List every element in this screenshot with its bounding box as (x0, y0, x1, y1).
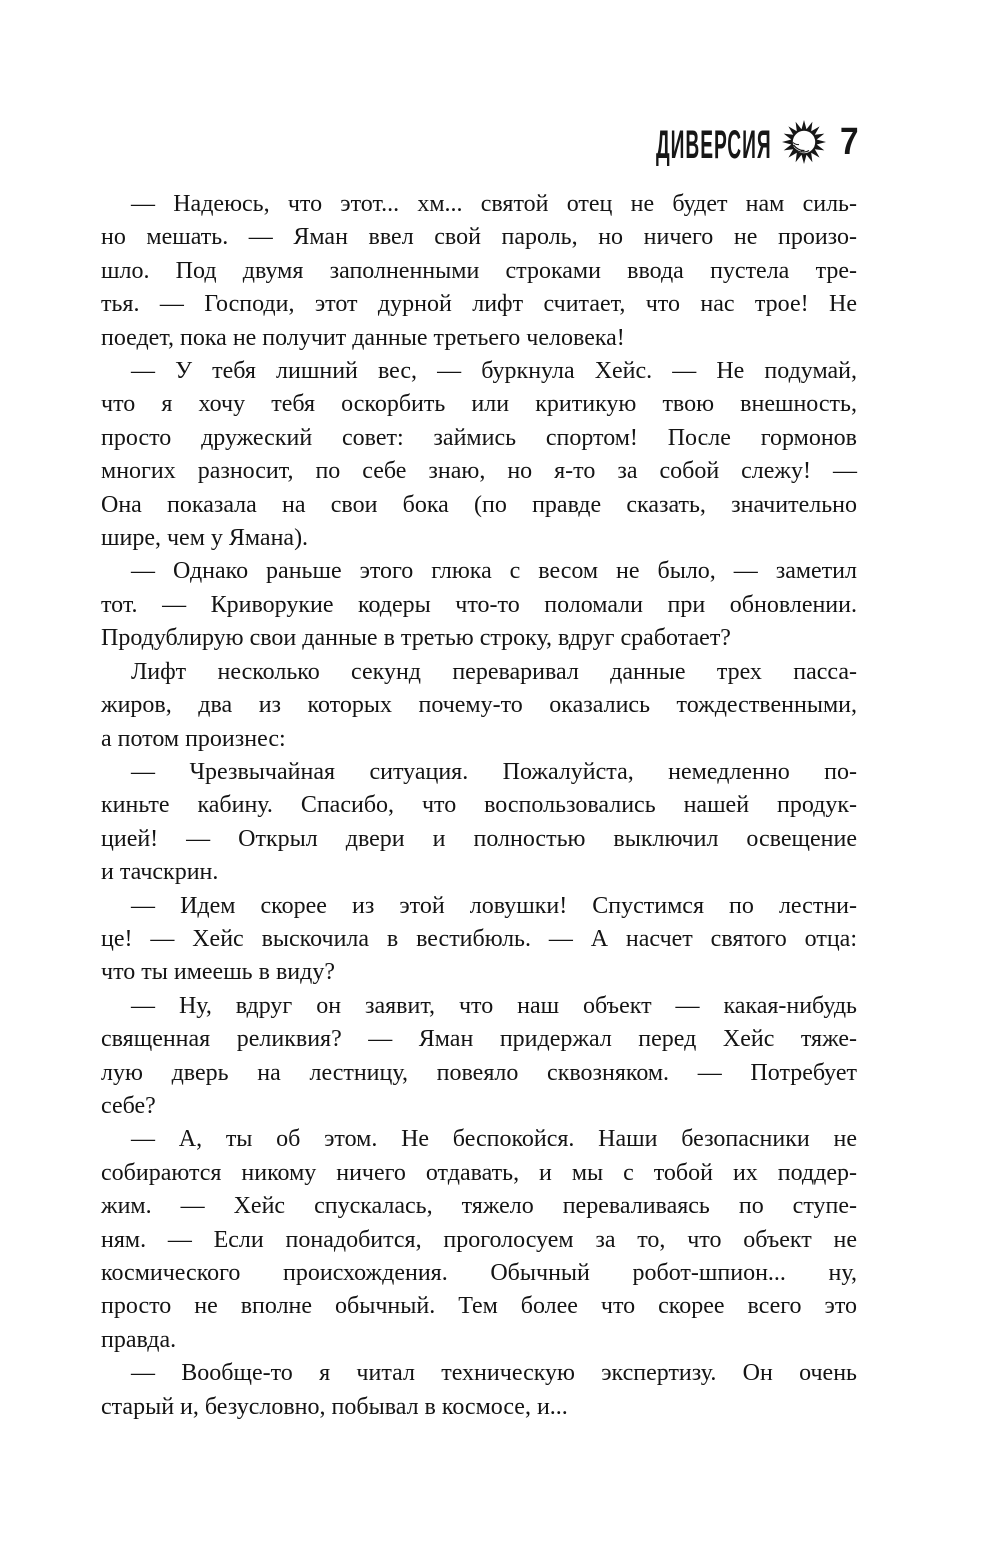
text-line: многих разносит, по себе знаю, но я-то за собой слежу! — (101, 458, 857, 485)
text-line: жим. — Хейс спускалась, тяжело переваливаясь по ступе- (101, 1193, 857, 1220)
text-line: священная реликвия? — Яман придержал перед Хейс тяже- (101, 1026, 857, 1053)
text-line: просто не вполне обычный. Тем более что скорее всего это (101, 1293, 857, 1320)
text-line: просто дружеский совет: займись спортом! После гормонов (101, 424, 857, 451)
text-line: Она показала на свои бока (по правде сказать, значительно (101, 491, 857, 518)
text-line: киньте кабину. Спасибо, что воспользовались нашей продук- (101, 792, 857, 819)
text-line: тья. — Господи, этот дурной лифт считает, что нас трое! Не (101, 291, 857, 318)
page-number: 7 (840, 121, 859, 163)
running-title: ДИВЕРСИЯ (656, 123, 772, 167)
text-line: це! — Хейс выскочила в вестибюль. — А насчет святого отца: (101, 925, 857, 952)
text-line: цией! — Открыл двери и полностью выключил освещение (101, 825, 857, 852)
text-line: и тачскрин. (101, 859, 219, 886)
text-line: себе? (101, 1092, 156, 1119)
sun-ornament-icon (781, 119, 827, 165)
text-line: что я хочу тебя оскорбить или критикую твою внешность, (101, 391, 857, 418)
text-line: — Чрезвычайная ситуация. Пожалуйста, немедленно по- (131, 758, 857, 785)
text-line: — Надеюсь, что этот... хм... святой отец не будет нам силь- (131, 191, 857, 217)
text-line: ням. — Если понадобится, проголосуем за то, что объект не (101, 1226, 857, 1253)
text-line: поедет, пока не получит данные третьего человека! (101, 324, 625, 351)
page-body (101, 188, 857, 1424)
text-line: тот. — Криворукие кодеры что-то поломали при обновлении. (101, 591, 857, 618)
text-line: что ты имеешь в виду? (101, 959, 335, 986)
text-line: собираются никому ничего отдавать, и мы с тобой их поддер- (101, 1159, 857, 1186)
text-line: — У тебя лишний вес, — буркнула Хейс. — Не подумай, (131, 358, 857, 385)
text-line: жиров, два из которых почему-то оказались тождественными, (101, 692, 857, 719)
text-line: — Идем скорее из этой ловушки! Спустимся по лестни- (131, 892, 857, 919)
text-line: лую дверь на лестницу, повеяло сквозняком. — Потребует (101, 1059, 857, 1086)
text-line: космического происхождения. Обычный робот-шпион... ну, (101, 1260, 857, 1286)
text-line: — Однако раньше этого глюка с весом не было, — заметил (131, 558, 857, 585)
text-line: Лифт несколько секунд переваривал данные трех пасса- (131, 658, 857, 685)
text-line: а потом произнес: (101, 725, 286, 752)
text-line: — А, ты об этом. Не беспокойся. Наши безопасники не (131, 1126, 857, 1153)
text-line: Продублирую свои данные в третью строку, вдруг сработает? (101, 625, 731, 652)
text-line: — Вообще-то я читал техническую экспертизу. Он очень (131, 1360, 857, 1387)
text-line: старый и, безусловно, побывал в космосе, и... (101, 1393, 568, 1420)
text-line: — Ну, вдруг он заявит, что наш объект — какая-нибудь (131, 992, 857, 1019)
text-line: правда. (101, 1326, 177, 1353)
text-line: но мешать. — Яман ввел свой пароль, но ничего не произо- (101, 224, 857, 251)
text-line: шло. Под двумя заполненными строками ввода пустела тре- (101, 257, 857, 284)
text-line: шире, чем у Ямана). (101, 525, 309, 552)
